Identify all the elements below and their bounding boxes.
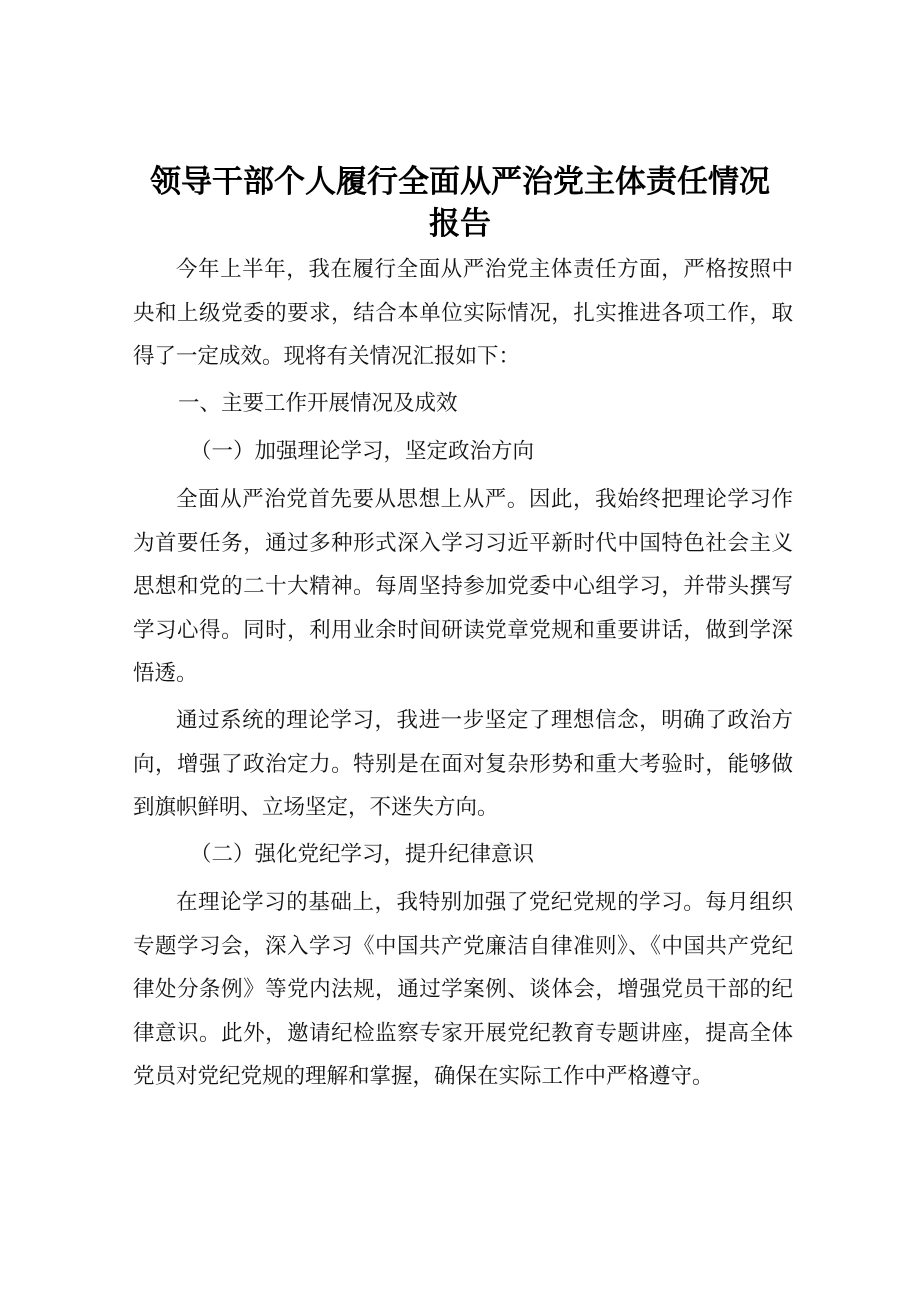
subsection-heading-2: （二）强化党纪学习，提升纪律意识 [190, 842, 535, 867]
section-heading-1: 一、主要工作开展情况及成效 [178, 391, 458, 416]
body-paragraph-1: 全面从严治党首先要从思想上从严。因此，我始终把理论学习作为首要任务，通过多种形式深入学习习近平新时代中国特色社会主义思想和党的二十大精神。每周坚持参加党委中心组学习，并带头撰写学习心得。同时，利用业余时间研读党章党规和重要讲话，做到学深悟透。 [133, 487, 793, 686]
body-paragraph-3: 在理论学习的基础上，我特别加强了党纪党规的学习。每月组织专题学习会，深入学习《中国共产党廉洁自律准则》、《中国共产党纪律处分条例》等党内法规，通过学案例、谈体会，增强党员干部的纪律意识。此外，邀请纪检监察专家开展党纪教育专题讲座，提高全体党员对党纪党规的理解和掌握，确保在实际工作中严格遵守。 [133, 890, 793, 1089]
subsection-heading-1: （一）加强理论学习，坚定政治方向 [190, 439, 535, 464]
document-title-line1: 领导干部个人履行全面从严治党主体责任情况 [150, 164, 770, 200]
document-title-line2: 报告 [429, 206, 491, 242]
body-paragraph-2: 通过系统的理论学习，我进一步坚定了理想信念，明确了政治方向，增强了政治定力。特别是在面对复杂形势和重大考验时，能够做到旗帜鲜明、立场坚定，不迷失方向。 [133, 708, 793, 820]
intro-paragraph: 今年上半年，我在履行全面从严治党主体责任方面，严格按照中央和上级党委的要求，结合本单位实际情况，扎实推进各项工作，取得了一定成效。现将有关情况汇报如下： [133, 257, 793, 369]
